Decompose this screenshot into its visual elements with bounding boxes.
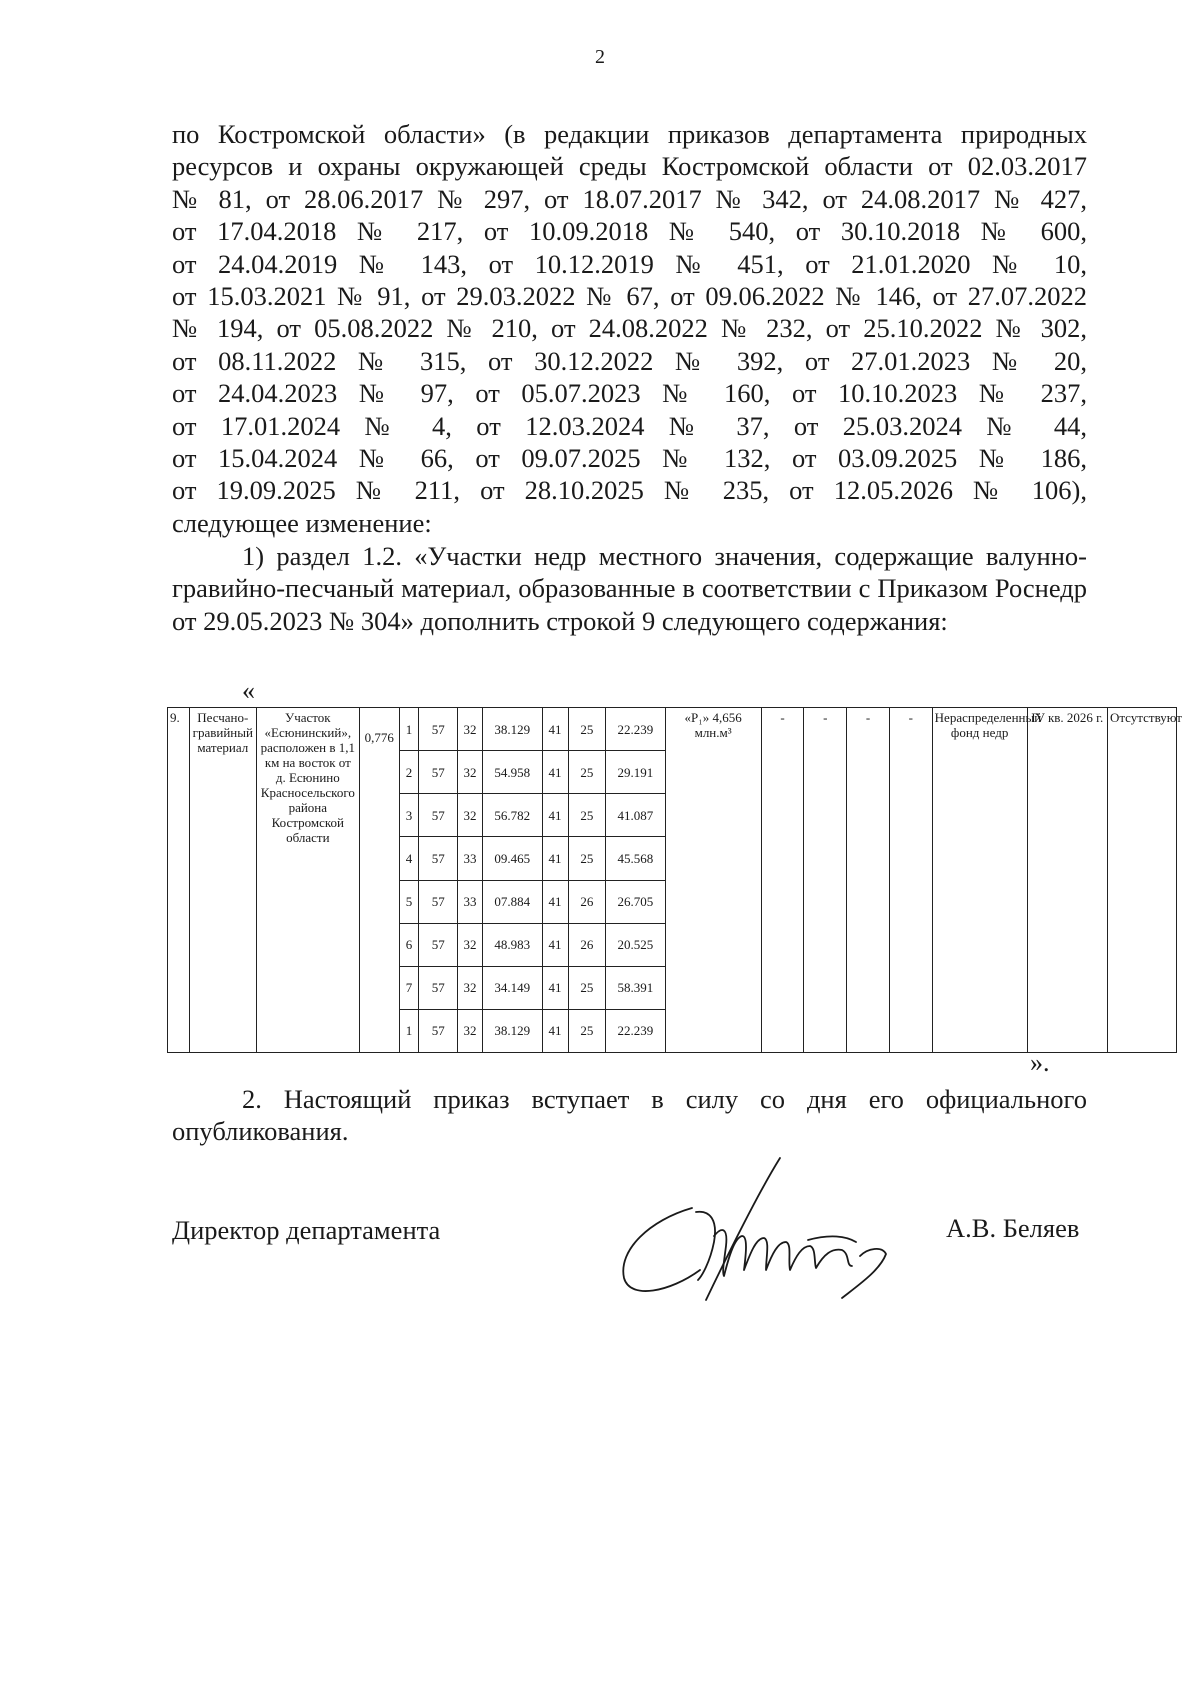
point-number: 5: [399, 880, 419, 923]
point-number: 1: [399, 708, 419, 751]
lon-seconds: 41.087: [606, 794, 665, 837]
text-line: от 24.04.2019 № 143, от 10.12.2019 № 451, от 21.01.2020 № 10,: [172, 248, 1087, 279]
opening-quote: «: [242, 676, 255, 705]
lat-minutes: 32: [458, 794, 483, 837]
point-number: 6: [399, 923, 419, 966]
lon-minutes: 25: [568, 751, 606, 794]
text-line: следующее изменение:: [172, 507, 432, 538]
lon-seconds: 58.391: [606, 966, 665, 1009]
lat-minutes: 33: [458, 880, 483, 923]
licensing-period: IV кв. 2026 г.: [1027, 708, 1107, 1053]
lat-minutes: 32: [458, 966, 483, 1009]
text-line: № 81, от 28.06.2017 № 297, от 18.07.2017 № 342, от 24.08.2017 № 427,: [172, 183, 1087, 214]
lat-degrees: 57: [419, 708, 458, 751]
resources-estimate: «Р₁» 4,656 млн.м³: [665, 708, 761, 1053]
lat-degrees: 57: [419, 923, 458, 966]
text-line: от 15.04.2024 № 66, от 09.07.2025 № 132, от 03.09.2025 № 186,: [172, 443, 1087, 474]
lat-seconds: 54.958: [483, 751, 542, 794]
closing-quote: ».: [1030, 1048, 1050, 1077]
subsoil-site-table: [167, 707, 1182, 1053]
point-number: 1: [399, 1009, 419, 1052]
dash-cell: -: [761, 708, 804, 1053]
lon-minutes: 25: [568, 708, 606, 751]
lat-degrees: 57: [419, 1009, 458, 1052]
lon-degrees: 41: [542, 923, 568, 966]
lat-minutes: 32: [458, 1009, 483, 1052]
lat-seconds: 56.782: [483, 794, 542, 837]
lat-seconds: 07.884: [483, 880, 542, 923]
lat-seconds: 34.149: [483, 966, 542, 1009]
text-line: от 17.04.2018 № 217, от 10.09.2018 № 540, от 30.10.2018 № 600,: [172, 216, 1087, 247]
lon-degrees: 41: [542, 751, 568, 794]
text-line: ресурсов и охраны окружающей среды Костромской области от 02.03.2017: [172, 151, 1087, 182]
table-row: [168, 708, 1177, 751]
row-number: 9.: [168, 708, 190, 1053]
lat-seconds: 48.983: [483, 923, 542, 966]
point-number: 2: [399, 751, 419, 794]
lon-minutes: 25: [568, 966, 606, 1009]
text-line: от 24.04.2023 № 97, от 05.07.2023 № 160, от 10.10.2023 № 237,: [172, 378, 1087, 409]
lon-seconds: 22.239: [606, 708, 665, 751]
handwritten-signature: [610, 1150, 930, 1310]
lat-degrees: 57: [419, 837, 458, 880]
point-number: 7: [399, 966, 419, 1009]
lon-degrees: 41: [542, 966, 568, 1009]
lat-minutes: 32: [458, 923, 483, 966]
text-line: от 15.03.2021 № 91, от 29.03.2022 № 67, от 09.06.2022 № 146, от 27.07.2022: [172, 281, 1087, 312]
lon-seconds: 20.525: [606, 923, 665, 966]
lon-degrees: 41: [542, 837, 568, 880]
lat-degrees: 57: [419, 966, 458, 1009]
amendment-paragraph: 1) раздел 1.2. «Участки недр местного значения, содержащие валунно-гравийно-песчаный материал, образованные в соответствии с Приказом Роснедр от 29.05.2023 № 304» дополнить строкой 9 следующего содержания:: [172, 541, 1087, 636]
lat-degrees: 57: [419, 794, 458, 837]
site-description: Участок «Есюнинский», расположен в 1,1 км на восток от д. Есюнино Красносельского района Костромской области: [256, 708, 359, 1053]
amendment-clause: [172, 540, 1087, 637]
text-line: от 08.11.2022 № 315, от 30.12.2022 № 392, от 27.01.2023 № 20,: [172, 345, 1087, 376]
lon-seconds: 29.191: [606, 751, 665, 794]
notes: Отсутствуют: [1107, 708, 1176, 1053]
lon-minutes: 25: [568, 837, 606, 880]
lon-minutes: 26: [568, 880, 606, 923]
lon-seconds: 22.239: [606, 1009, 665, 1052]
lon-degrees: 41: [542, 794, 568, 837]
fund-status: Нераспределенный фонд недр: [932, 708, 1027, 1053]
dash-cell: -: [889, 708, 932, 1053]
lon-minutes: 25: [568, 794, 606, 837]
lat-degrees: 57: [419, 751, 458, 794]
page-number: 2: [595, 46, 605, 68]
lat-minutes: 32: [458, 708, 483, 751]
dash-cell: -: [804, 708, 847, 1053]
lat-seconds: 38.129: [483, 1009, 542, 1052]
signatory-title: Директор департамента: [172, 1215, 441, 1245]
lon-degrees: 41: [542, 1009, 568, 1052]
text-line: от 19.09.2025 № 211, от 28.10.2025 № 235, от 12.05.2026 № 106),: [172, 475, 1087, 506]
point-number: 3: [399, 794, 419, 837]
text-line: № 194, от 05.08.2022 № 210, от 24.08.2022 № 232, от 25.10.2022 № 302,: [172, 313, 1087, 344]
final-paragraph: 2. Настоящий приказ вступает в силу со дня его официального опубликования.: [172, 1084, 1087, 1147]
lon-minutes: 26: [568, 923, 606, 966]
lat-seconds: 09.465: [483, 837, 542, 880]
lat-degrees: 57: [419, 880, 458, 923]
signatory-name: А.В. Беляев: [946, 1213, 1080, 1243]
lat-minutes: 33: [458, 837, 483, 880]
text-line: от 17.01.2024 № 4, от 12.03.2024 № 37, от 25.03.2024 № 44,: [172, 410, 1087, 441]
lon-degrees: 41: [542, 708, 568, 751]
lon-seconds: 45.568: [606, 837, 665, 880]
amendment-preamble: [172, 118, 1087, 539]
lat-seconds: 38.129: [483, 708, 542, 751]
lon-degrees: 41: [542, 880, 568, 923]
mineral-type: Песчано-гравийный материал: [189, 708, 256, 1053]
point-number: 4: [399, 837, 419, 880]
lon-seconds: 26.705: [606, 880, 665, 923]
dash-cell: -: [847, 708, 890, 1053]
lat-minutes: 32: [458, 751, 483, 794]
site-area: 0,776: [359, 708, 399, 1053]
effective-date-clause: [172, 1083, 1087, 1148]
text-line: по Костромской области» (в редакции приказов департамента природных: [172, 119, 1087, 149]
lon-minutes: 25: [568, 1009, 606, 1052]
